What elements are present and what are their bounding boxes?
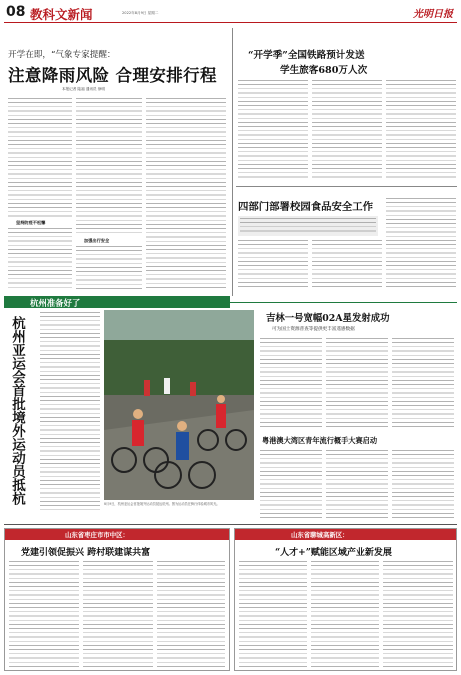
photo-caption: 8月9日，杭州亚运会首批境外运动员抵达杭州。图为运动员在骑行体验城市风光。 [104, 502, 220, 506]
vertical-headline: 杭州亚运会首批境外运动员抵杭 [9, 316, 25, 505]
jilin-headline: 吉林一号宽幅02A星发射成功 [266, 313, 390, 324]
food-body-col3 [386, 198, 456, 290]
rail-divider [236, 186, 457, 187]
rail-body-col3 [386, 80, 456, 180]
rail-headline: 学生旅客680万人次 [280, 65, 368, 76]
box2-header: 山东省聊城高新区： [291, 531, 349, 539]
section-title: 教科文新闻 [30, 7, 93, 22]
rail-body-col1 [238, 80, 308, 180]
page-number: 08 [6, 4, 26, 20]
column-divider [232, 28, 233, 296]
paper-name-logo: 光明日报 [413, 9, 453, 20]
food-headline: 四部门部署校园食品安全工作 [238, 201, 374, 213]
main-subhead-2: 加强出行安全 [84, 238, 110, 243]
main-body-col2b [76, 246, 142, 290]
box1-body-col1 [9, 561, 79, 667]
date-line: 2022年8月9日 星期二 [122, 11, 159, 15]
shandong-box-1 [4, 528, 230, 671]
yuegang-body-col3 [392, 450, 454, 518]
banner-label: 杭州准备好了 [30, 298, 81, 308]
main-kicker: 开学在即，“气象专家提醒： [8, 50, 116, 60]
jilin-body-col3 [392, 338, 454, 428]
main-body-col2 [76, 98, 142, 236]
cycling-photo-image [104, 310, 254, 500]
box2-body-col2 [311, 561, 379, 667]
main-subhead-1: 坚持防疫不松懈 [16, 220, 46, 225]
box2-header-bar [235, 529, 456, 540]
rail-body-col2 [312, 80, 382, 180]
main-body-col1 [8, 98, 72, 218]
masthead-rule [4, 22, 457, 23]
rail-kicker: “开学季”全国铁路预计发送 [248, 50, 365, 61]
jilin-subtitle: 可为国土资源普查等提供更丰富遥感数据 [272, 327, 355, 332]
food-body-col2 [312, 240, 382, 290]
main-article [4, 26, 230, 292]
box1-headline: 党建引领促振兴 跨村联建谋共富 [21, 548, 151, 558]
photo-banner [4, 296, 230, 308]
cycling-photo [104, 310, 254, 500]
main-body-col1b [8, 228, 72, 290]
yuegang-headline: 粤港澳大湾区青年流行概手大赛启动 [262, 436, 378, 445]
box2-body-col1 [239, 561, 307, 667]
banner-rule [230, 302, 457, 303]
box1-header: 山东省枣庄市市中区： [65, 531, 129, 539]
food-article [236, 188, 457, 292]
jilin-body-col2 [326, 338, 388, 428]
main-byline: 本报记者 陆福 通讯员 徐明 [62, 87, 105, 91]
yuegang-body-col1 [260, 450, 322, 518]
box1-header-bar [5, 529, 229, 540]
rail-article [236, 26, 457, 186]
photo-text-col [40, 312, 100, 512]
food-body-col1 [238, 240, 308, 290]
main-headline: 注意降雨风险 合理安排行程 [8, 66, 217, 85]
jilin-body-col1 [260, 338, 322, 428]
yuegang-body-col2 [326, 450, 388, 518]
masthead [4, 2, 457, 22]
food-lead-box [238, 216, 378, 236]
jilin-article [258, 306, 457, 432]
box2-body-col3 [383, 561, 453, 667]
yuegang-article [258, 432, 457, 522]
box1-body-col2 [83, 561, 153, 667]
box2-headline: “人才+”赋能区域产业新发展 [275, 548, 392, 558]
shandong-box-2 [234, 528, 457, 671]
box1-body-col3 [157, 561, 225, 667]
lower-divider [4, 524, 457, 525]
main-body-col3 [146, 98, 226, 290]
